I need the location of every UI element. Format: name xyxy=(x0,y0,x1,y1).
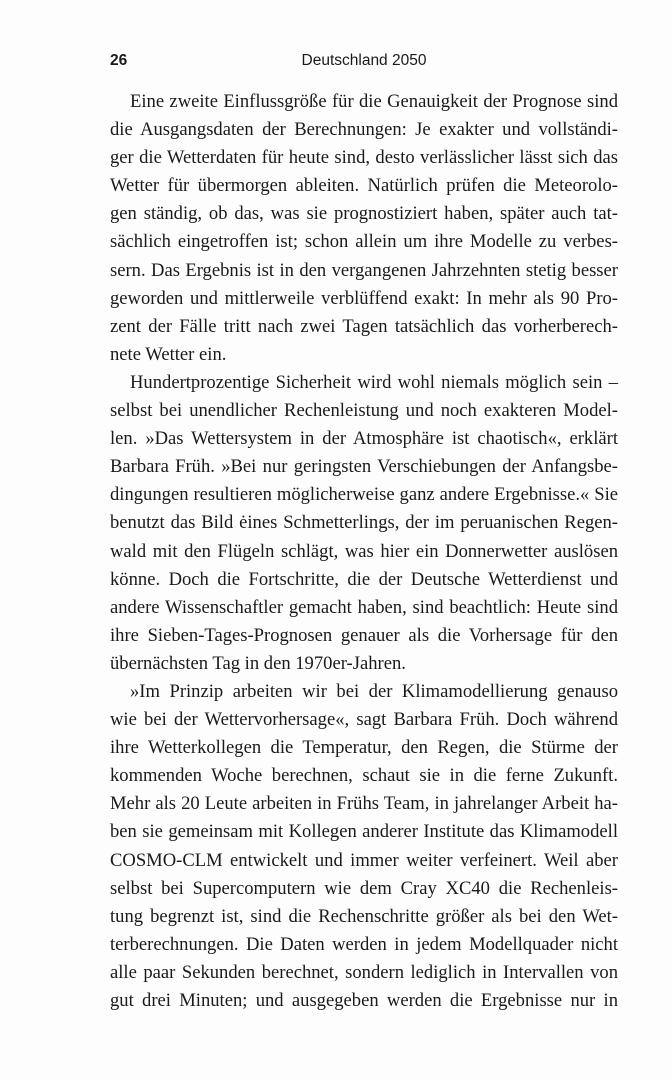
text-line: alle paar Sekunden berechnet, sondern lediglich in Intervallen von xyxy=(110,961,618,983)
text-line: kommenden Woche berechnen, schaut sie in die ferne Zukunft. xyxy=(110,765,618,787)
text-line: selbst bei unendlicher Rechenleistung und noch exakteren Model- xyxy=(110,400,618,422)
text-line: die Ausgangsdaten der Berechnungen: Je exakter und vollständi- xyxy=(110,119,618,141)
text-line: dingungen resultieren möglicherweise ganz andere Ergebnisse.« Sie xyxy=(110,484,618,506)
body-text xyxy=(110,88,618,1015)
text-line: selbst bei Supercomputern wie dem Cray XC40 die Rechenleis- xyxy=(110,877,618,899)
paragraph xyxy=(110,369,618,678)
text-line: benutzt das Bild ėines Schmetterlings, der im peruanischen Regen- xyxy=(110,512,618,534)
text-line: geworden und mittlerweile verblüffend exakt: In mehr als 90 Pro- xyxy=(110,287,618,309)
text-line: zent der Fälle tritt nach zwei Tagen tatsächlich das vorherberech- xyxy=(110,315,618,337)
text-line: gut drei Minuten; und ausgegeben werden die Ergebnisse nur in xyxy=(110,990,618,1011)
page-number: 26 xyxy=(110,52,128,69)
text-line: könne. Doch die Fortschritte, die der Deutsche Wetterdienst und xyxy=(110,568,618,590)
text-line: ben sie gemeinsam mit Kollegen anderer Institute das Klimamodell xyxy=(110,821,618,843)
paragraph xyxy=(110,88,618,369)
text-line: ihre Wetterkollegen die Temperatur, den Regen, die Stürme der xyxy=(110,737,618,759)
text-line: Wetter für übermorgen ableiten. Natürlich prüfen die Meteorolo- xyxy=(110,175,618,197)
text-line: terberechnungen. Die Daten werden in jedem Modellquader nicht xyxy=(110,933,618,955)
text-line: COSMO-CLM entwickelt und immer weiter verfeinert. Weil aber xyxy=(110,849,618,871)
text-line: len. »Das Wettersystem in der Atmosphäre ist chaotisch«, erklärt xyxy=(110,428,618,450)
text-line: Mehr als 20 Leute arbeiten in Frühs Team, in jahrelanger Arbeit ha- xyxy=(110,793,618,815)
text-line: Barbara Früh. »Bei nur geringsten Verschiebungen der Anfangsbe- xyxy=(110,456,618,478)
text-line: ihre Sieben-Tages-Prognosen genauer als die Vorhersage für den xyxy=(110,624,618,646)
text-line: »Im Prinzip arbeiten wir bei der Klimamodellierung genauso xyxy=(130,680,618,702)
text-line: wie bei der Wettervorhersage«, sagt Barbara Früh. Doch während xyxy=(110,709,618,731)
text-line: gen ständig, ob das, was sie prognostiziert haben, später auch tat- xyxy=(110,203,618,225)
book-title: Deutschland 2050 xyxy=(301,52,427,69)
text-line: tung begrenzt ist, sind die Rechenschritte größer als bei den Wet- xyxy=(110,905,618,927)
text-line: Hundertprozentige Sicherheit wird wohl niemals möglich sein – xyxy=(130,371,618,393)
text-line: wald mit den Flügeln schlägt, was hier ein Donnerwetter auslösen xyxy=(110,540,618,562)
text-line: andere Wissenschaftler gemacht haben, sind beachtlich: Heute sind xyxy=(110,596,618,618)
text-line: sern. Das Ergebnis ist in den vergangenen Jahrzehnten stetig besser xyxy=(110,259,618,281)
text-line: ger die Wetterdaten für heute sind, desto verlässlicher lässt sich das xyxy=(110,147,618,169)
running-head xyxy=(110,52,618,76)
text-line: sächlich eingetroffen ist; schon allein um ihre Modelle zu verbes- xyxy=(110,231,618,253)
text-line: übernächsten Tag in den 1970er-Jahren. xyxy=(110,652,406,674)
text-line: Eine zweite Einflussgröße für die Genauigkeit der Prognose sind xyxy=(130,91,618,112)
text-line: nete Wetter ein. xyxy=(110,343,227,365)
paragraph xyxy=(110,678,618,1015)
